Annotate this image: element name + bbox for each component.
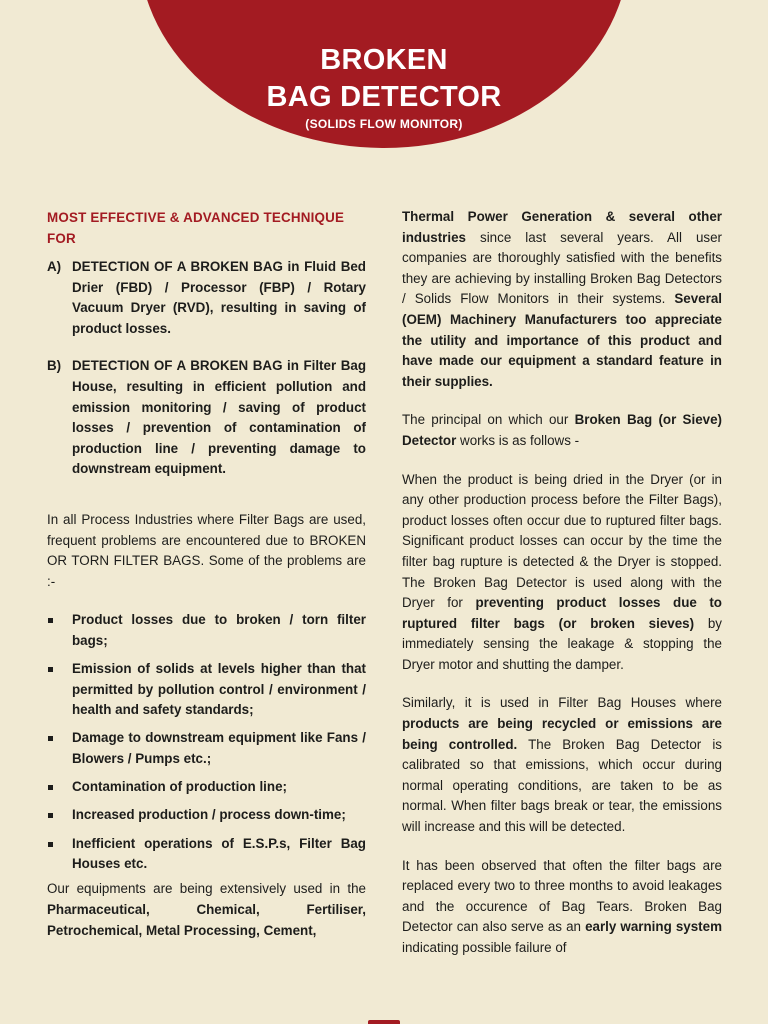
bullet-icon <box>48 785 53 790</box>
item-a-label: A) <box>47 259 62 274</box>
item-b-text: DETECTION OF A BROKEN BAG in Filter Bag House, resulting in efficient pollution and emission monitoring / saving of product losses / prevention of contamination of production line / preventing damage to downstream equipment. <box>72 358 366 477</box>
item-a-text: DETECTION OF A BROKEN BAG in Fluid Bed Drier (FBD) / Processor (FBP) / Rotary Vacuum Dryer (RVD), resulting in saving of product losses. <box>72 259 366 336</box>
closing-paragraph: Our equipments are being extensively used in the Pharmaceutical, Chemical, Fertiliser, Petrochemical, Metal Processing, Cement, <box>47 881 366 938</box>
list-item: Emission of solids at levels higher than that permitted by pollution control / environment / health and safety standards; <box>47 659 366 721</box>
page-bottom-mark <box>368 1020 400 1024</box>
industries-list: Pharmaceutical, Chemical, Fertiliser, Petrochemical, Metal Processing, Cement, <box>47 902 366 938</box>
paragraph-dryer: When the product is being dried in the Dryer (or in any other production process before the Filter Bags), product losses often occur due to ruptured filter bags. Significant product losses can occur by the time the filter bag rupture is detected & the Dryer is stopped. The Broken Bag Detector is used along with the Dryer for preventing product losses due to ruptured filter bags (or broken sieves) by immediately sensing the leakage & stopping the Dryer motor and shutting the damper. <box>402 471 722 672</box>
bullet-icon <box>48 842 53 847</box>
section-heading: MOST EFFECTIVE & ADVANCED TECHNIQUE FOR <box>47 210 345 246</box>
list-item: Product losses due to broken / torn filter bags; <box>47 610 366 651</box>
paragraph-industries: Thermal Power Generation & several other industries since last several years. All user companies are thoroughly satisfied with the benefits they are achieving by installing Broken Bag Detectors / Solids Flow Monitors in their systems. Several (OEM) Machinery Manufacturers too appreciate the utility and importance of this product and have made our equipment a standard feature in their supplies. <box>402 209 722 389</box>
paragraph-principle: The principal on which our Broken Bag (or Sieve) Detector works is as follows - <box>402 412 722 448</box>
item-b <box>47 356 366 480</box>
right-column <box>402 207 722 959</box>
list-item: Contamination of production line; <box>47 777 366 798</box>
list-item: Increased production / process down-time; <box>47 805 366 826</box>
subtitle: (SOLIDS FLOW MONITOR) <box>305 117 463 131</box>
left-column <box>47 207 366 941</box>
list-item: Damage to downstream equipment like Fans / Blowers / Pumps etc.; <box>47 728 366 769</box>
intro-paragraph: In all Process Industries where Filter Bags are used, frequent problems are encountered due to BROKEN OR TORN FILTER BAGS. Some of the problems are :- <box>47 511 366 589</box>
bullet-icon <box>48 736 53 741</box>
bullet-icon <box>48 813 53 818</box>
item-b-label: B) <box>47 358 62 374</box>
title-line-1: BROKEN <box>320 44 448 76</box>
list-item: Inefficient operations of E.S.P.s, Filter Bag Houses etc. <box>47 834 366 875</box>
paragraph-filter-bag-houses: Similarly, it is used in Filter Bag Houses where products are being recycled or emissions are being controlled. The Broken Bag Detector is calibrated so that emissions, which occur during normal operating conditions, are taken to be as normal. When filter bags break or tear, the emissions will increase and this will be detected. <box>402 695 722 835</box>
title-line-2: BAG DETECTOR <box>266 81 502 113</box>
paragraph-early-warning: It has been observed that often the filter bags are replaced every two to three months to avoid leakages and the occurence of Bag Tears. Broken Bag Detector can also serve as an early warning system indicating possible failure of <box>402 857 722 955</box>
bullet-icon <box>48 618 53 623</box>
title-block <box>0 42 768 132</box>
item-a <box>47 257 366 339</box>
problem-list <box>47 610 366 875</box>
bullet-icon <box>48 667 53 672</box>
